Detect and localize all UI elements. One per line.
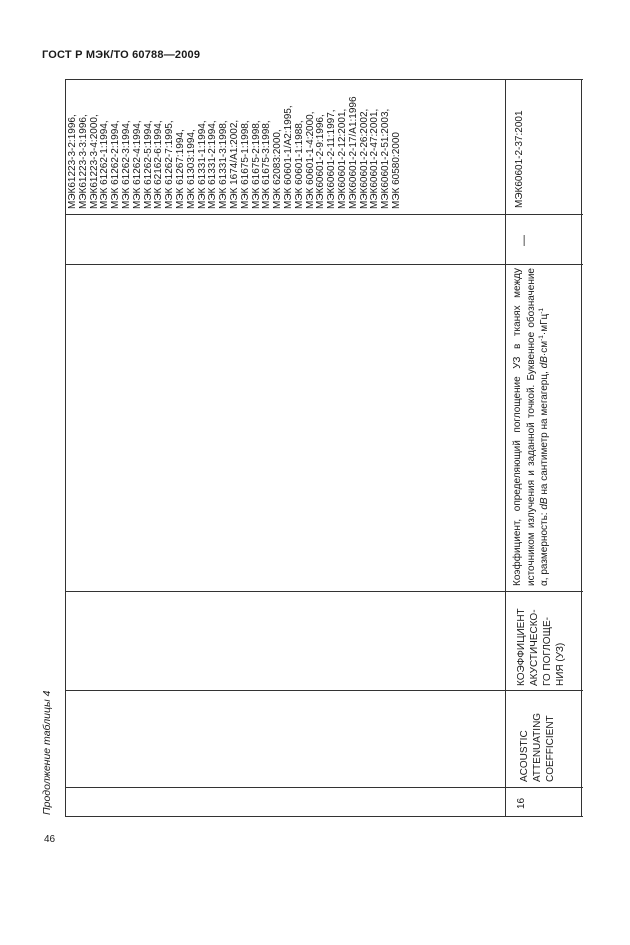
reference-item: МЭК 60601-1-4:2000, [304, 111, 316, 209]
reference-item: МЭК 61303:1994, [185, 129, 197, 209]
symbol-cell [506, 214, 582, 264]
reference-item: МЭК61223-3-2:1996, [67, 114, 78, 209]
reference-item: МЭК 1674/А1:2002, [228, 119, 240, 209]
reference-item: МЭК61223-3-3:1996, [77, 114, 89, 209]
term-en [518, 690, 557, 782]
reference-item: МЭК 61675-1:1998, [239, 120, 251, 209]
reference-item: МЭК 61262-4:1994, [131, 120, 143, 209]
symbol-dash: — [518, 235, 530, 246]
term-ru-cell [506, 591, 582, 690]
reference-item: МЭК 61262-2:1994, [110, 120, 122, 209]
reference-item: МЭК 60580:2000 [390, 132, 402, 209]
reference-item: МЭК60601-2-17/А1:1996 [347, 96, 359, 209]
source-reference: МЭК60601-2-37:2001 [514, 110, 525, 208]
reference-item: МЭК 61262-3:1994, [120, 120, 132, 209]
references-cell [68, 81, 504, 213]
term-ru-line: ГО ПОГЛОЩЕ- [542, 617, 553, 686]
reference-item: МЭК60601-2-26:2002, [358, 108, 370, 209]
page-header: ГОСТ Р МЭК/ТО 60788—2009 [42, 49, 201, 61]
source-cell [506, 79, 582, 214]
reference-item: МЭК 62162-6:1994, [153, 120, 165, 209]
reference-item: МЭК 61262-7:1995, [164, 120, 176, 209]
term-en-line: COEFFICIENT [545, 715, 556, 782]
reference-item: МЭК 61675-2:1998, [250, 120, 262, 209]
term-ru [515, 594, 567, 686]
reference-item: МЭК60601-2-9:1996, [315, 114, 327, 209]
page-number: 46 [44, 834, 56, 845]
number-cell [506, 787, 582, 816]
reference-item: МЭК 62083:2000, [272, 129, 284, 209]
term-ru-line: КОЭФФИЦИЕНТ [516, 608, 527, 686]
term-en-line: ATTENUATING [532, 712, 543, 782]
reference-item: МЭК 61331-1:1994, [196, 120, 208, 209]
row-number: 16 [516, 797, 527, 809]
rotated-table [65, 79, 582, 817]
continuation-text: Продолжение таблицы 4 [41, 690, 53, 815]
reference-item: МЭК60601-2-12:2001, [336, 108, 348, 209]
term-ru-line: АКУСТИЧЕСКО- [529, 609, 540, 686]
reference-item: МЭК 61331-3:1998, [218, 120, 230, 209]
reference-item: МЭК60601-2-11:1997, [326, 109, 338, 209]
reference-item: МЭК 61331-2:1994, [207, 120, 219, 209]
reference-item: МЭК 61262-5:1994, [142, 120, 154, 209]
definition-text: Коэффициент, определяющий поглощение УЗ в тканях между источником излучения и заданной точкой. Буквенное обозначение α, размерность: dB на сантиметр на мегагерц, $dB\cdot см^{-1}\cdot мГц^{-1}$ [512, 268, 551, 586]
reference-item: МЭК 60601-1/А2:1995, [282, 105, 294, 209]
definition-cell [506, 264, 582, 591]
reference-item: МЭК61223-3-4:2000, [88, 114, 100, 209]
reference-item: МЭК 61262-1:1994, [99, 120, 111, 209]
reference-item: МЭК60601-2-51:2003, [380, 108, 392, 209]
references-list [68, 83, 403, 209]
term-en-line: ACOUSTIC [519, 730, 530, 782]
reference-item: МЭК 60601-1:1988, [293, 120, 305, 209]
reference-item: МЭК60601-2-47:2001, [369, 108, 381, 209]
reference-item: МЭК 61267:1994, [174, 129, 186, 209]
reference-item: МЭК 61675-3:1998, [261, 120, 273, 209]
term-en-cell [506, 690, 582, 787]
term-ru-line: НИЯ (УЗ) [555, 642, 566, 686]
